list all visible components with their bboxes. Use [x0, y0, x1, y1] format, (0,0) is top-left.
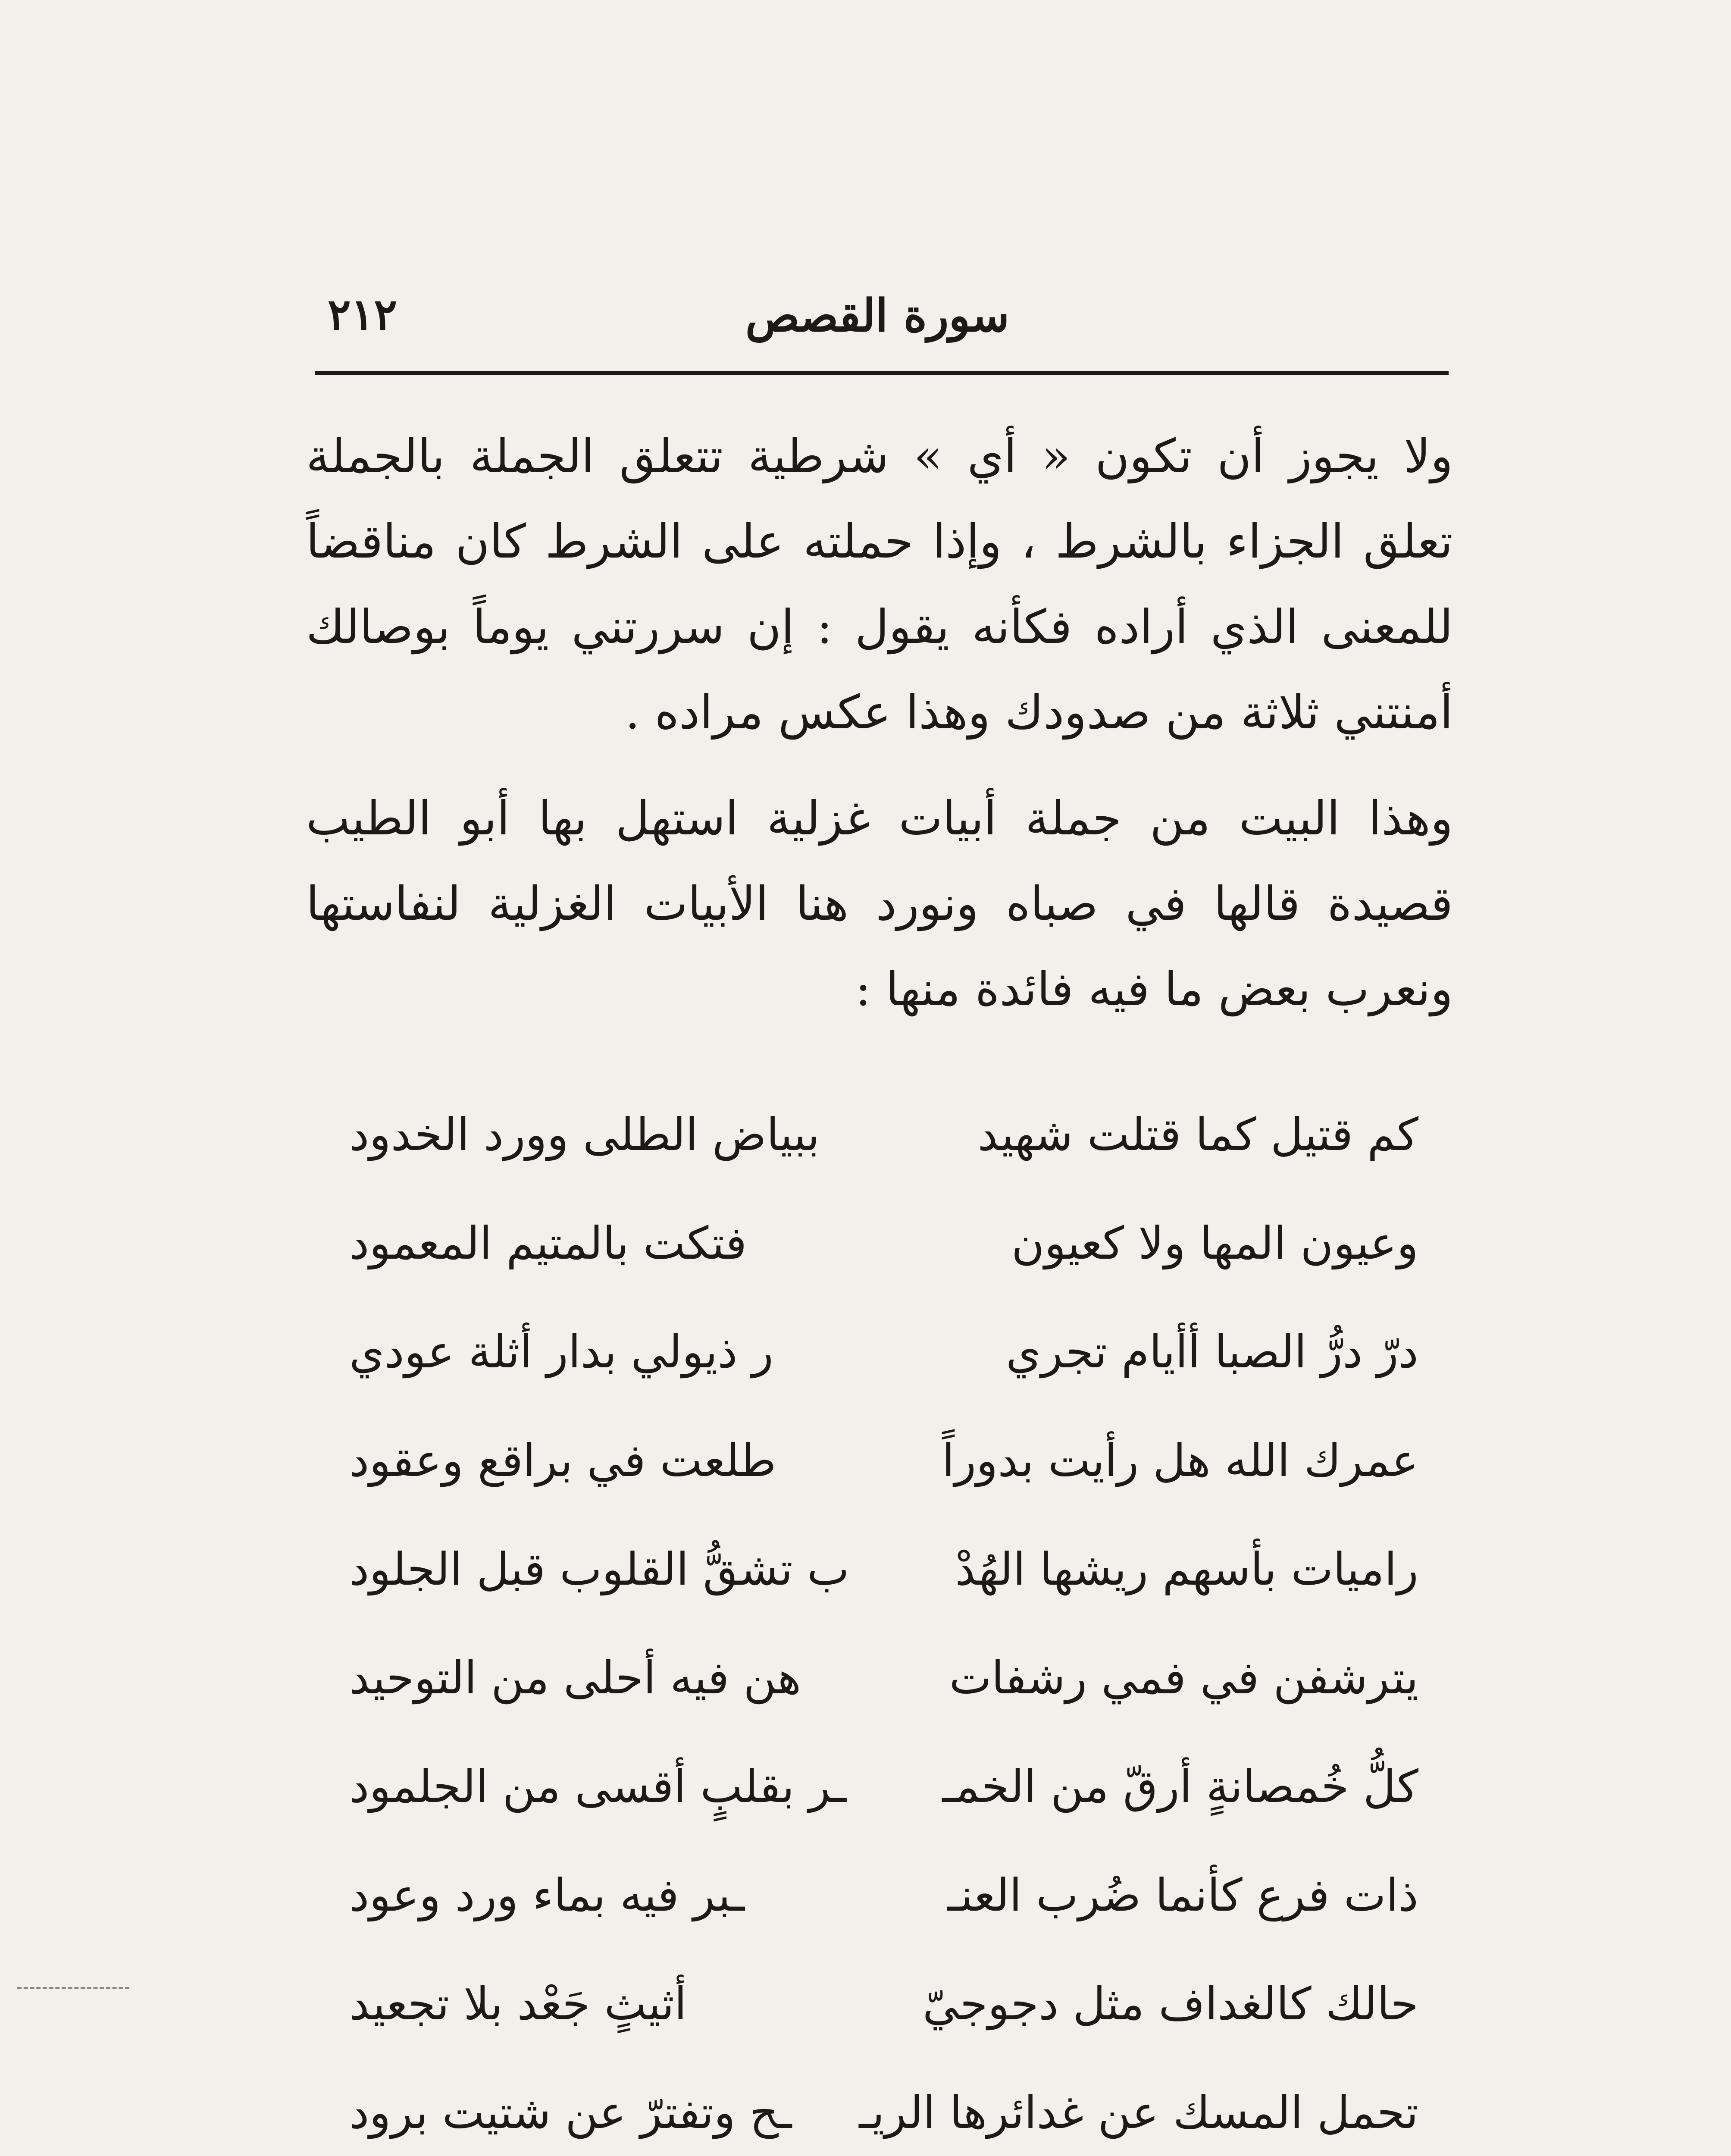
- verse-first-hemistich: تحمل المسك عن غدائرها الريـ: [859, 2086, 1418, 2139]
- verse-second-hemistich: ـح وتفترّ عن شتيت برود: [349, 2086, 792, 2139]
- page-header: [315, 280, 1440, 354]
- running-title: سورة القصص: [745, 289, 1010, 342]
- verse-line: [349, 1732, 1418, 1841]
- verse-line: [349, 1949, 1418, 2058]
- header-rule: [315, 371, 1449, 375]
- verse-first-hemistich: يترشفن في فمي رشفات: [949, 1651, 1418, 1704]
- verse-second-hemistich: ر ذيولي بدار أثلة عودي: [349, 1326, 773, 1378]
- verse-first-hemistich: عمرك الله هل رأيت بدوراً: [942, 1434, 1418, 1487]
- verse-line: [349, 1623, 1418, 1732]
- verse-line: [349, 1297, 1418, 1406]
- verse-line: [349, 1189, 1418, 1297]
- verse-first-hemistich: ذات فرع كأنما ضُرب العنـ: [947, 1869, 1418, 1921]
- verse-second-hemistich: أثيثٍ جَعْد بلا تجعيد: [349, 1977, 687, 2030]
- verse-second-hemistich: ـبر فيه بماء ورد وعود: [349, 1869, 745, 1921]
- verse-second-hemistich: طلعت في براقع وعقود: [349, 1434, 776, 1487]
- verse-second-hemistich: ببياض الطلى وورد الخدود: [349, 1108, 820, 1161]
- verse-second-hemistich: هن فيه أحلى من التوحيد: [349, 1651, 801, 1704]
- verse-first-hemistich: كلُّ خُمصانةٍ أرقّ من الخمـ: [942, 1760, 1418, 1813]
- poem-verses: [349, 1080, 1418, 2156]
- verse-second-hemistich: فتكت بالمتيم المعمود: [349, 1217, 747, 1269]
- verse-second-hemistich: ب تشقُّ القلوب قبل الجلود: [349, 1543, 849, 1595]
- page-number: ٢١٢: [328, 289, 398, 340]
- paragraph-poem-intro: وهذا البيت من جملة أبيات غزلية استهل بها أبو الطيب قصيدة قالها في صباه ونورد هنا الأبيات الغزلية لنفاستها ونعرب بعض ما فيه فائدة منها :: [306, 792, 1453, 1016]
- verse-line: [349, 1080, 1418, 1189]
- verse-first-hemistich: كم قتيل كما قتلت شهيد: [977, 1108, 1418, 1161]
- paragraph-grammar-note: ولا يجوز أن تكون « أي » شرطية تتعلق الجملة بالجملة تعلق الجزاء بالشرط ، وإذا حملته على الشرط كان مناقضاً للمعنى الذي أراده فكأنه يقول : إن سررتني يوماً بوصالك أمنتني ثلاثة من صدودك وهذا عكس مراده .: [306, 429, 1453, 740]
- verse-line: [349, 1406, 1418, 1515]
- verse-first-hemistich: حالك كالغداف مثل دجوجيّ: [923, 1977, 1418, 2030]
- margin-mark: [17, 1987, 129, 1989]
- verse-line: [349, 1841, 1418, 1949]
- verse-line: [349, 2058, 1418, 2156]
- verse-second-hemistich: ـر بقلبٍ أقسى من الجلمود: [349, 1760, 847, 1813]
- verse-first-hemistich: وعيون المها ولا كعيون: [1011, 1217, 1418, 1269]
- verse-line: [349, 1515, 1418, 1623]
- verse-first-hemistich: درّ درُّ الصبا أأيام تجري: [1006, 1326, 1418, 1378]
- verse-first-hemistich: راميات بأسهم ريشها الهُدْ: [955, 1543, 1418, 1595]
